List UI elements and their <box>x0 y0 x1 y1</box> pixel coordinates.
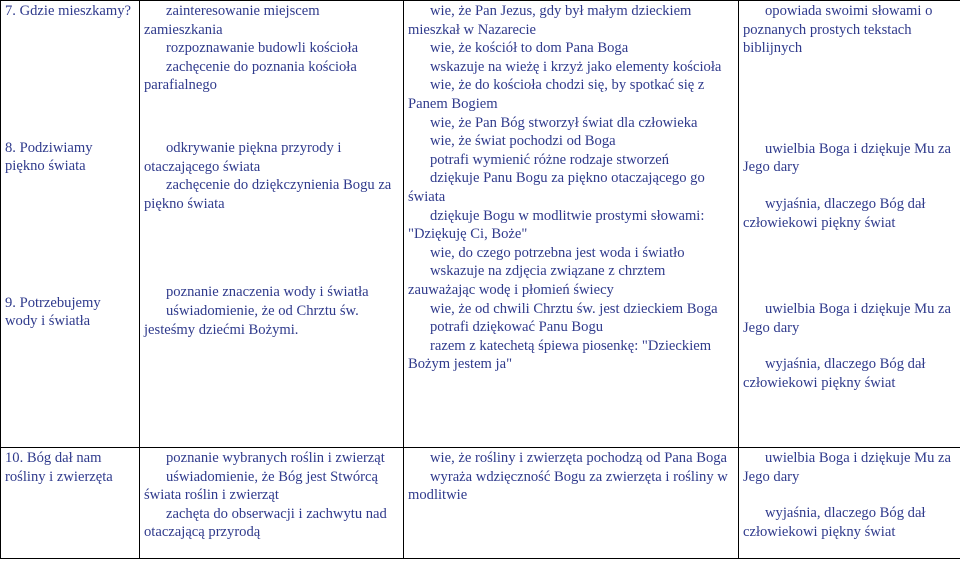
goals-item-text: uświadomienie, że Bóg jest Stwórcą świata roślin i zwierząt <box>144 468 378 504</box>
goals-item-text: uświadomienie, że od Chrztu św. jesteśmy dziećmi Bożymi. <box>144 302 359 338</box>
extended-item-text: wyjaśnia, dlaczego Bóg dał człowiekowi piękny świat <box>743 195 926 231</box>
goals-item-text: poznanie znaczenia wody i światła <box>166 284 369 301</box>
goals-item-text: zainteresowanie miejscem zamieszkania <box>144 3 320 38</box>
goals-item-text: zachęcenie do dziękczynienia Bogu za piękno świata <box>144 177 392 212</box>
topic-section <box>5 449 135 486</box>
extended-item-text: opowiada swoimi słowami o poznanych prostych tekstach biblijnych <box>743 3 933 57</box>
cell-requirements <box>404 1 739 448</box>
extended-item-text: wyjaśnia, dlaczego Bóg dał człowiekowi piękny świat <box>743 356 926 391</box>
lesson-topic: 7. Gdzie mieszkamy? <box>5 3 132 19</box>
topic-section <box>5 294 135 331</box>
requirements-section <box>408 2 734 114</box>
goals-item-text: poznanie wybranych roślin i zwierząt <box>166 450 385 466</box>
goals-item <box>144 139 399 176</box>
extended-item-text: uwielbia Boga i dziękuje Mu za Jego dary <box>743 301 952 336</box>
cell-topic <box>1 448 140 559</box>
extended-section <box>743 2 957 58</box>
requirements-item-text: wie, że Pan Jezus, gdy był małym dzieckiem mieszkał w Nazarecie <box>408 3 692 38</box>
lesson-topic: 9. Potrzebujemy wody i światła <box>5 294 101 330</box>
requirements-item-text: dziękuje Panu Bogu za piękno otaczającego go świata <box>408 170 705 205</box>
cell-extended <box>739 448 960 559</box>
requirements-item <box>408 468 734 505</box>
lesson-topic: 8. Podziwiamy piękno świata <box>5 139 93 175</box>
requirements-item <box>408 169 734 206</box>
requirements-item <box>408 262 734 299</box>
extended-section <box>743 140 957 232</box>
goals-item <box>144 449 399 468</box>
requirements-item-text: potrafi wymienić różne rodzaje stworzeń <box>430 151 670 168</box>
goals-item-text: zachęta do obserwacji i zachwytu nad otaczającą przyrodą <box>144 505 387 541</box>
extended-item-text: wyjaśnia, dlaczego Bóg dał człowiekowi piękny świat <box>743 505 926 540</box>
requirements-item <box>408 449 734 468</box>
requirements-item-text: wie, do czego potrzebna jest woda i światło <box>430 244 685 261</box>
extended-item <box>743 140 957 177</box>
cell-goals <box>140 1 404 448</box>
requirements-item <box>408 244 734 263</box>
goals-item <box>144 58 399 95</box>
requirements-section <box>408 114 734 244</box>
extended-item <box>743 2 957 58</box>
requirements-item <box>408 207 734 244</box>
lesson-topic: 10. Bóg dał nam rośliny i zwierzęta <box>5 450 113 485</box>
goals-section <box>144 139 399 213</box>
requirements-item-text: razem z katechetą śpiewa piosenkę: "Dzieckiem Bożym jestem ja" <box>408 337 712 373</box>
goals-item <box>144 468 399 505</box>
goals-item <box>144 283 399 302</box>
requirements-item <box>408 39 734 58</box>
requirements-item <box>408 132 734 151</box>
goals-section <box>144 449 399 542</box>
requirements-item <box>408 300 734 319</box>
extended-item <box>743 195 957 232</box>
requirements-section <box>408 449 734 505</box>
goals-item <box>144 176 399 213</box>
goals-item <box>144 2 399 39</box>
requirements-item-text: wie, że rośliny i zwierzęta pochodzą od Pana Boga <box>430 450 728 466</box>
goals-item-text: odkrywanie piękna przyrody i otaczającego świata <box>144 139 342 175</box>
requirements-item-text: wskazuje na zdjęcia związane z chrztem zauważając wodę i płomień świecy <box>408 263 666 298</box>
goals-section <box>144 2 399 95</box>
extended-item <box>743 300 957 337</box>
extended-item-text: uwielbia Boga i dziękuje Mu za Jego dary <box>743 140 952 176</box>
requirements-item-text: wie, że od chwili Chrztu św. jest dzieckiem Boga <box>430 300 718 317</box>
requirements-item-text: wie, że świat pochodzi od Boga <box>430 133 616 150</box>
goals-item-text: zachęcenie do poznania kościoła parafialnego <box>144 58 357 94</box>
topic-section <box>5 2 135 21</box>
requirements-item <box>408 76 734 113</box>
table-row <box>1 1 960 448</box>
goals-item <box>144 505 399 542</box>
requirements-item-text: wyraża wdzięczność Bogu za zwierzęta i rośliny w modlitwie <box>408 468 728 504</box>
requirements-item-text: potrafi dziękować Panu Bogu <box>430 319 604 336</box>
requirements-item <box>408 2 734 39</box>
table-body <box>1 1 960 559</box>
requirements-item <box>408 114 734 133</box>
cell-extended <box>739 1 960 448</box>
extended-item-text: uwielbia Boga i dziękuje Mu za Jego dary <box>743 450 952 485</box>
requirements-section <box>408 244 734 374</box>
extended-item <box>743 504 957 541</box>
requirements-item <box>408 151 734 170</box>
extended-item <box>743 355 957 392</box>
goals-item <box>144 302 399 339</box>
requirements-item-text: wskazuje na wieżę i krzyż jako elementy kościoła <box>430 58 722 75</box>
extended-section <box>743 300 957 392</box>
cell-topic <box>1 1 140 448</box>
cell-requirements <box>404 448 739 559</box>
cell-goals <box>140 448 404 559</box>
topic-section <box>5 139 135 176</box>
extended-item <box>743 449 957 486</box>
requirements-item-text: wie, że kościół to dom Pana Boga <box>430 40 629 57</box>
table-row <box>1 448 960 559</box>
requirements-item <box>408 337 734 374</box>
goals-section <box>144 283 399 339</box>
requirements-item-text: wie, że Pan Bóg stworzył świat dla człowieka <box>430 114 698 131</box>
extended-section <box>743 449 957 541</box>
goals-item <box>144 39 399 58</box>
requirements-item <box>408 318 734 337</box>
goals-item-text: rozpoznawanie budowli kościoła <box>166 40 359 57</box>
requirements-item-text: dziękuje Bogu w modlitwie prostymi słowami: "Dziękuję Ci, Boże" <box>408 207 705 243</box>
requirements-item <box>408 58 734 77</box>
requirements-item-text: wie, że do kościoła chodzi się, by spotkać się z Panem Bogiem <box>408 77 705 112</box>
